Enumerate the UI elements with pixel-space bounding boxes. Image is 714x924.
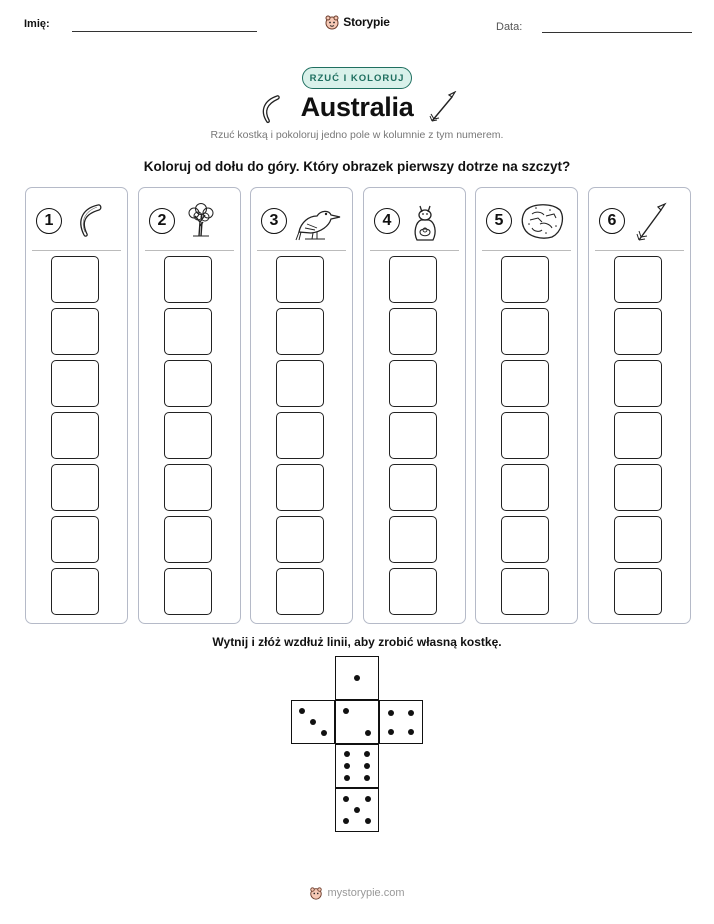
- color-box[interactable]: [501, 360, 549, 407]
- color-box[interactable]: [51, 360, 99, 407]
- column-number: 2: [149, 208, 175, 234]
- die-pip: [364, 763, 370, 769]
- column-divider: [145, 250, 234, 251]
- die-pip: [343, 796, 349, 802]
- kookaburra-icon: [295, 202, 341, 242]
- die-pip: [344, 775, 350, 781]
- color-box[interactable]: [276, 568, 324, 615]
- die-face-last: [335, 788, 379, 832]
- color-box[interactable]: [501, 464, 549, 511]
- footer-url: mystorypie.com: [327, 887, 405, 899]
- column-header: [261, 202, 341, 238]
- color-box[interactable]: [276, 464, 324, 511]
- color-box[interactable]: [389, 464, 437, 511]
- color-box[interactable]: [389, 516, 437, 563]
- column-number: 4: [374, 208, 400, 234]
- color-box[interactable]: [614, 464, 662, 511]
- activity-badge: RZUĆ I KOLORUJ: [302, 67, 412, 89]
- color-box[interactable]: [614, 256, 662, 303]
- brand-name: Storypie: [343, 15, 390, 29]
- column-number: 1: [36, 208, 62, 234]
- boomerang-icon: [70, 202, 106, 238]
- column-header: [374, 202, 454, 238]
- color-box[interactable]: [614, 412, 662, 459]
- date-label: Data:: [496, 21, 523, 33]
- color-box[interactable]: [276, 256, 324, 303]
- color-box[interactable]: [276, 412, 324, 459]
- column-3: [250, 187, 353, 624]
- column-divider: [595, 250, 684, 251]
- color-box[interactable]: [164, 360, 212, 407]
- die-pip: [344, 763, 350, 769]
- spear-icon: [428, 91, 458, 123]
- color-box[interactable]: [389, 308, 437, 355]
- color-box[interactable]: [51, 568, 99, 615]
- storypie-mascot-icon: [324, 14, 340, 30]
- column-6: [588, 187, 691, 624]
- color-box[interactable]: [164, 308, 212, 355]
- color-box[interactable]: [501, 256, 549, 303]
- color-box[interactable]: [501, 308, 549, 355]
- tree-icon: [183, 202, 219, 238]
- color-box[interactable]: [276, 360, 324, 407]
- column-number: 3: [261, 208, 287, 234]
- column-4: [363, 187, 466, 624]
- die-pip: [365, 818, 371, 824]
- die-pip: [408, 729, 414, 735]
- brand-logo: [0, 14, 714, 30]
- column-divider: [482, 250, 571, 251]
- color-box[interactable]: [614, 516, 662, 563]
- die-pip: [364, 775, 370, 781]
- subtitle: Rzuć kostką i pokoloruj jedno pole w kolumnie z tym numerem.: [210, 129, 504, 141]
- color-box[interactable]: [51, 464, 99, 511]
- aboriginal-rock-art-icon: [520, 202, 564, 240]
- column-header: [486, 202, 566, 238]
- column-2: [138, 187, 241, 624]
- die-pip: [299, 708, 305, 714]
- column-divider: [32, 250, 121, 251]
- column-number: 5: [486, 208, 512, 234]
- name-line: [72, 31, 257, 32]
- die-pip: [310, 719, 316, 725]
- color-box[interactable]: [614, 360, 662, 407]
- column-divider: [257, 250, 346, 251]
- color-box[interactable]: [389, 360, 437, 407]
- color-box[interactable]: [51, 308, 99, 355]
- die-pip: [388, 710, 394, 716]
- die-face-bottom: [335, 744, 379, 788]
- color-box[interactable]: [276, 516, 324, 563]
- color-box[interactable]: [51, 256, 99, 303]
- kangaroo-icon: [408, 202, 444, 242]
- spear-icon: [633, 202, 669, 242]
- column-1: [25, 187, 128, 624]
- column-header: [36, 202, 116, 238]
- die-face-top: [335, 656, 379, 700]
- name-label: Imię:: [24, 18, 50, 30]
- column-number: 6: [599, 208, 625, 234]
- color-box[interactable]: [501, 516, 549, 563]
- column-5: [475, 187, 578, 624]
- die-pip: [354, 675, 360, 681]
- column-header: [149, 202, 229, 238]
- color-box[interactable]: [389, 256, 437, 303]
- color-box[interactable]: [51, 516, 99, 563]
- color-box[interactable]: [164, 516, 212, 563]
- instruction: Koloruj od dołu do góry. Który obrazek pierwszy dotrze na szczyt?: [143, 159, 571, 174]
- die-pip: [408, 710, 414, 716]
- die-face-left: [291, 700, 335, 744]
- die-pip: [364, 751, 370, 757]
- color-box[interactable]: [51, 412, 99, 459]
- die-face-right: [379, 700, 423, 744]
- storypie-mascot-icon: [309, 886, 323, 900]
- color-box[interactable]: [389, 568, 437, 615]
- die-pip: [365, 796, 371, 802]
- color-box[interactable]: [276, 308, 324, 355]
- color-box[interactable]: [501, 412, 549, 459]
- page-title: Australia: [300, 92, 414, 122]
- color-box[interactable]: [501, 568, 549, 615]
- color-box[interactable]: [614, 568, 662, 615]
- title-row: [0, 90, 714, 130]
- color-box[interactable]: [164, 412, 212, 459]
- die-pip: [321, 730, 327, 736]
- die-pip: [343, 708, 349, 714]
- die-pip: [344, 751, 350, 757]
- color-box[interactable]: [164, 464, 212, 511]
- color-box[interactable]: [164, 568, 212, 615]
- die-face-center: [335, 700, 379, 744]
- cut-instruction: Wytnij i złóż wzdłuż linii, aby zrobić własną kostkę.: [212, 635, 502, 649]
- die-pip: [388, 729, 394, 735]
- column-header: [599, 202, 679, 238]
- footer: [0, 886, 714, 900]
- column-divider: [370, 250, 459, 251]
- color-box[interactable]: [614, 308, 662, 355]
- date-line: [542, 32, 692, 33]
- die-pip: [343, 818, 349, 824]
- die-pip: [354, 807, 360, 813]
- color-box[interactable]: [164, 256, 212, 303]
- die-pip: [365, 730, 371, 736]
- color-box[interactable]: [389, 412, 437, 459]
